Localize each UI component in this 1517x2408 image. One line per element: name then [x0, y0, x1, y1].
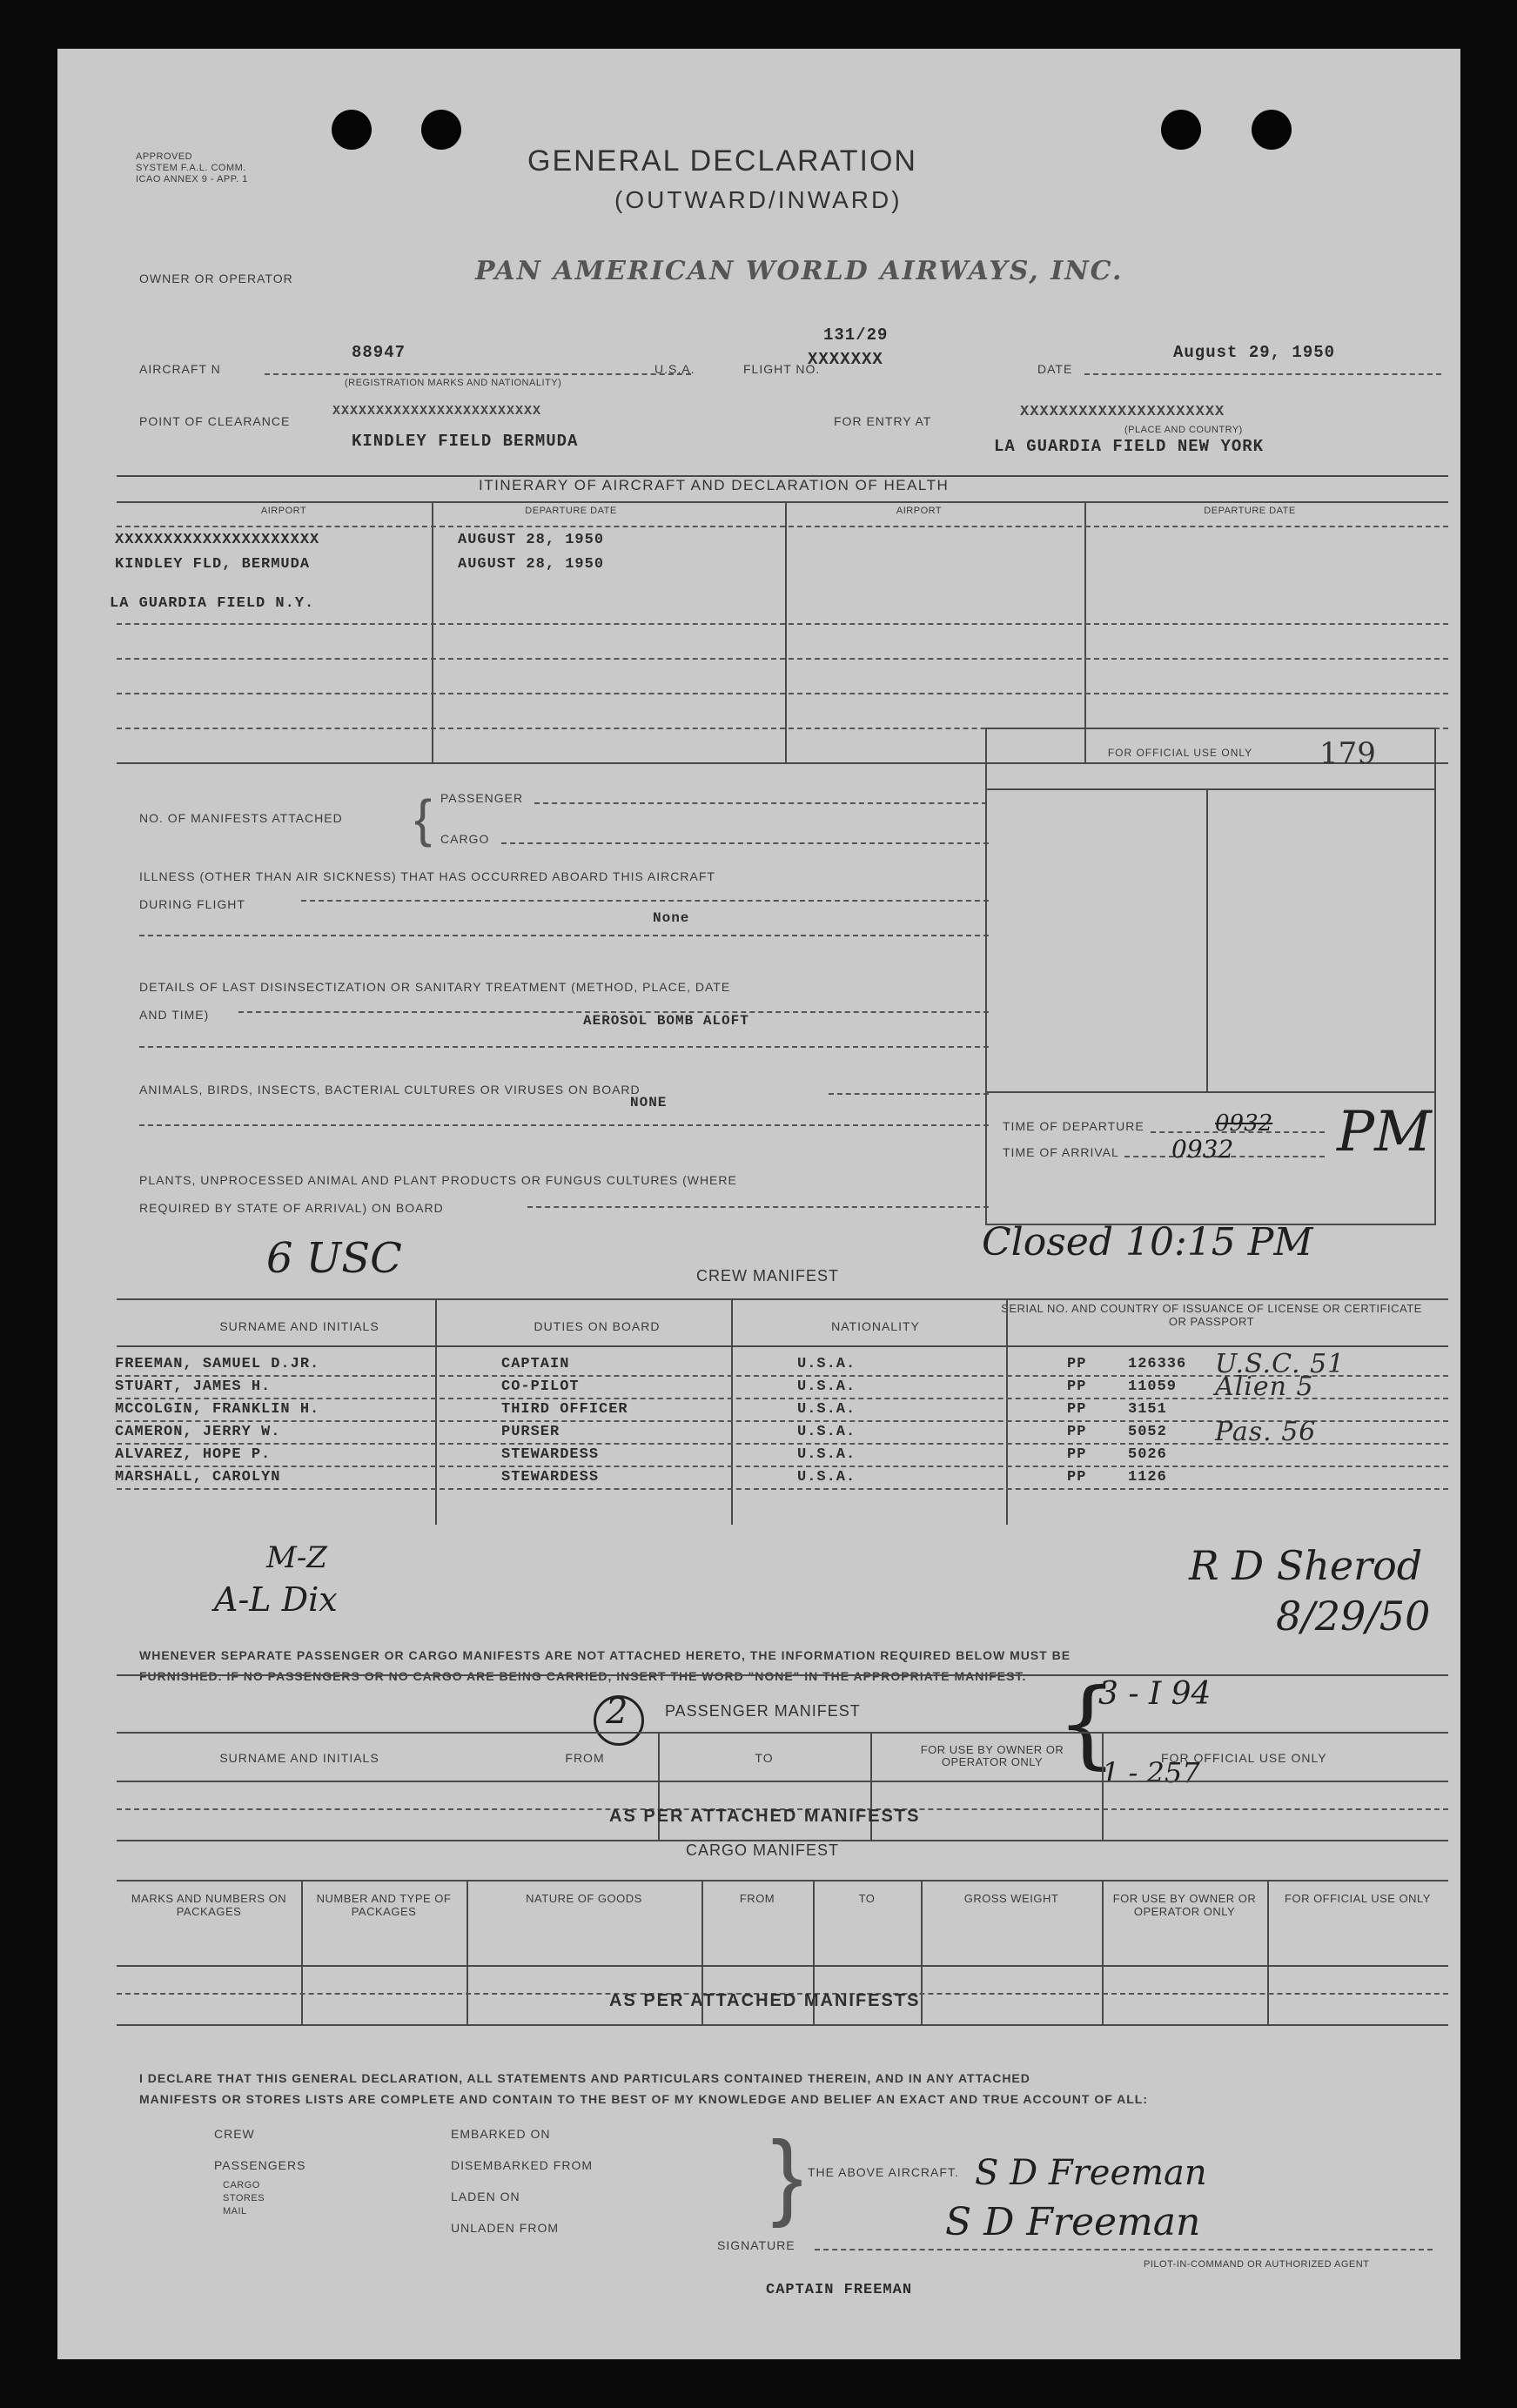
signature-label: SIGNATURE — [717, 2238, 795, 2252]
crew-cell: STEWARDESS — [501, 1446, 600, 1463]
signature-note: PILOT-IN-COMMAND OR AUTHORIZED AGENT — [1144, 2259, 1370, 2270]
crew-hand-note: A-L Dix — [214, 1580, 338, 1619]
crew-cell: CAMERON, JERRY W. — [115, 1424, 281, 1440]
passenger-col-official: FOR OFFICIAL USE ONLY — [1161, 1751, 1327, 1765]
crew-col-duties: DUTIES ON BOARD — [534, 1319, 661, 1333]
animals-value: NONE — [630, 1095, 668, 1110]
owner-label: OWNER OR OPERATOR — [139, 272, 293, 285]
crew-cell: U.S.A. — [797, 1401, 856, 1418]
cargo-col-header: MARKS AND NUMBERS ON PACKAGES — [131, 1892, 287, 1918]
declaration-text: I DECLARE THAT THIS GENERAL DECLARATION, ALL STATEMENTS AND PARTICULARS CONTAINED THEREIN, AND IN ANY ATTACHED MANIFESTS OR STORES LISTS ARE COMPLETE AND CONTAIN TO THE BEST OF MY KNOWLEDGE AND BELIEF AN EXACT AND TRUE ACCOUNT OF ALL: — [139, 2071, 1149, 2106]
crew-cell: PP — [1067, 1469, 1087, 1486]
flight-number: 131/29 — [823, 325, 889, 345]
passenger-count: 2 — [606, 1692, 628, 1732]
crew-cell: Pas. 56 — [1215, 1417, 1317, 1447]
itinerary-airport: XXXXXXXXXXXXXXXXXXXXX — [115, 532, 320, 548]
departure-value: 0932 — [1215, 1110, 1273, 1137]
crew-cell: 3151 — [1128, 1401, 1167, 1418]
entry-note: (PLACE AND COUNTRY) — [1124, 425, 1243, 435]
cargo-col-header: TO — [858, 1892, 876, 1905]
crew-cell: PP — [1067, 1424, 1087, 1440]
cargo-col-header: FOR OFFICIAL USE ONLY — [1285, 1892, 1431, 1905]
passenger-label: PASSENGER — [440, 791, 524, 805]
brace: } — [771, 2122, 803, 2229]
crew-cell: PP — [1067, 1356, 1087, 1372]
crew-cell: U.S.A. — [797, 1356, 856, 1372]
disinsect-value: AEROSOL BOMB ALOFT — [583, 1013, 749, 1029]
punch-hole — [421, 110, 461, 150]
crew-cell: PP — [1067, 1401, 1087, 1418]
aircraft-note: (REGISTRATION MARKS AND NATIONALITY) — [345, 378, 562, 388]
entry-label: FOR ENTRY AT — [834, 414, 932, 428]
itinerary-date: AUGUST 28, 1950 — [458, 556, 605, 573]
above-aircraft: THE ABOVE AIRCRAFT. — [808, 2165, 959, 2179]
crew-cell: FREEMAN, SAMUEL D.JR. — [115, 1356, 320, 1372]
crew-cell: 5052 — [1128, 1424, 1167, 1440]
clearance-value: KINDLEY FIELD BERMUDA — [352, 432, 579, 451]
closed-note: Closed 10:15 PM — [982, 1220, 1313, 1264]
form-subtitle: (OUTWARD/INWARD) — [614, 186, 903, 213]
crew-cell: PP — [1067, 1378, 1087, 1395]
itinerary-airport: LA GUARDIA FIELD N.Y. — [110, 595, 315, 612]
date-value: August 29, 1950 — [1173, 343, 1336, 362]
itinerary-col-airport-2: AIRPORT — [896, 506, 943, 516]
crew-col-nationality: NATIONALITY — [831, 1319, 920, 1333]
itinerary-date: AUGUST 28, 1950 — [458, 532, 605, 548]
cargo-attached: AS PER ATTACHED MANIFESTS — [609, 1991, 921, 2010]
crew-cell: MARSHALL, CAROLYN — [115, 1469, 281, 1486]
passenger-col-to: TO — [755, 1751, 774, 1765]
passenger-attached: AS PER ATTACHED MANIFESTS — [609, 1807, 921, 1826]
cargo-col-header: NATURE OF GOODS — [526, 1892, 642, 1905]
form-title: GENERAL DECLARATION — [527, 144, 917, 178]
cargo-col-header: FOR USE BY OWNER OR OPERATOR ONLY — [1112, 1892, 1257, 1918]
crew-cell: STUART, JAMES H. — [115, 1378, 272, 1395]
itinerary-col-airport: AIRPORT — [260, 506, 307, 516]
aircraft-label: AIRCRAFT N — [139, 362, 221, 376]
approval-note: APPROVED SYSTEM F.A.L. COMM. ICAO ANNEX 9 - APP. 1 — [136, 151, 248, 184]
crew-cell: 1126 — [1128, 1469, 1167, 1486]
disinsect-label: DETAILS OF LAST DISINSECTIZATION OR SANITARY TREATMENT (METHOD, PLACE, DATE AND TIME) — [139, 980, 731, 1022]
flight-label: FLIGHT NO. — [743, 362, 821, 376]
official-use-label: FOR OFFICIAL USE ONLY — [1107, 747, 1253, 759]
passenger-col-surname: SURNAME AND INITIALS — [219, 1751, 379, 1765]
crew-cell: CAPTAIN — [501, 1356, 570, 1372]
owner-name: PAN AMERICAN WORLD AIRWAYS, INC. — [475, 256, 1124, 286]
punch-hole — [1161, 110, 1201, 150]
notice-text: WHENEVER SEPARATE PASSENGER OR CARGO MANIFESTS ARE NOT ATTACHED HERETO, THE INFORMATION REQUIRED BELOW MUST BE FURNISHED. IF NO PASSENGERS OR NO CARGO ARE BEING CARRIED, INSERT THE WORD "NONE" IN THE APPROPRIATE MANIFEST. — [139, 1648, 1071, 1683]
captain-signature: S D Freeman — [975, 2153, 1207, 2193]
crew-cell: U.S.A. — [797, 1378, 856, 1395]
clearance-struck: XXXXXXXXXXXXXXXXXXXXXXXX — [332, 404, 542, 419]
arrival-label: TIME OF ARRIVAL — [1003, 1145, 1119, 1159]
cargo-col-header: NUMBER AND TYPE OF PACKAGES — [316, 1892, 452, 1918]
crew-cell: THIRD OFFICER — [501, 1401, 628, 1418]
crew-cell: U.S.A. — [797, 1424, 856, 1440]
crew-cell: 5026 — [1128, 1446, 1167, 1463]
cargo-col-header: FROM — [739, 1892, 775, 1905]
crew-cell: PP — [1067, 1446, 1087, 1463]
usa-label: U.S.A. — [654, 362, 695, 376]
illness-value: None — [653, 910, 690, 926]
entry-value: LA GUARDIA FIELD NEW YORK — [994, 437, 1265, 456]
clearance-label: POINT OF CLEARANCE — [139, 414, 291, 428]
punch-hole — [1252, 110, 1292, 150]
pm-note: PM — [1337, 1100, 1432, 1164]
crew-col-serial: SERIAL NO. AND COUNTRY OF ISSUANCE OF LICENSE OR CERTIFICATE OR PASSPORT — [1001, 1302, 1422, 1328]
itinerary-col-date-2: DEPARTURE DATE — [1204, 506, 1296, 516]
cargo-label: CARGO — [440, 832, 490, 846]
crew-cell: 126336 — [1128, 1356, 1187, 1372]
crew-cell: U.S.A. — [797, 1446, 856, 1463]
cargo-heading: CARGO MANIFEST — [686, 1841, 840, 1859]
captain-signature: S D Freeman — [945, 2200, 1201, 2244]
itinerary-heading: ITINERARY OF AIRCRAFT AND DECLARATION OF HEALTH — [479, 477, 950, 493]
arrival-value: 0932 — [1171, 1135, 1234, 1164]
punch-hole — [332, 110, 372, 150]
inspector-date: 8/29/50 — [1276, 1593, 1431, 1640]
crew-col-surname: SURNAME AND INITIALS — [219, 1319, 379, 1333]
official-number: 179 — [1319, 736, 1376, 771]
illness-label: ILLNESS (OTHER THAN AIR SICKNESS) THAT HAS OCCURRED ABOARD THIS AIRCRAFT DURING FLIGHT — [139, 869, 715, 911]
crew-hand-note: M-Z — [266, 1540, 327, 1575]
passenger-hand-note: 3 - I 94 — [1098, 1676, 1212, 1712]
aircraft-number: 88947 — [352, 343, 406, 362]
entry-struck: XXXXXXXXXXXXXXXXXXXXX — [1020, 404, 1225, 420]
crew-cell: MCCOLGIN, FRANKLIN H. — [115, 1401, 320, 1418]
passenger-hand-note: 1 - 257 — [1102, 1756, 1200, 1789]
crew-cell: 11059 — [1128, 1378, 1178, 1395]
passenger-col-owner: FOR USE BY OWNER OR OPERATOR ONLY — [920, 1743, 1064, 1768]
inspector-signature: R D Sherod — [1189, 1542, 1423, 1589]
declaration-categories-2: CARGO STORES MAIL — [223, 2180, 265, 2217]
declaration-actions: EMBARKED ON DISEMBARKED FROM LADEN ON UNLADEN FROM — [451, 2127, 594, 2235]
plants-label: PLANTS, UNPROCESSED ANIMAL AND PLANT PRODUCTS OR FUNGUS CULTURES (WHERE REQUIRED BY STATE OF ARRIVAL) ON BOARD — [139, 1173, 737, 1215]
crew-cell: STEWARDESS — [501, 1469, 600, 1486]
flight-struck: XXXXXXX — [808, 350, 883, 369]
crew-cell: U.S.C. 51 — [1215, 1349, 1346, 1379]
manifests-label: NO. OF MANIFESTS ATTACHED — [139, 811, 343, 825]
itinerary-airport: KINDLEY FLD, BERMUDA — [115, 556, 311, 573]
date-label: DATE — [1037, 362, 1073, 376]
hand-brace: { — [1057, 1667, 1118, 1779]
typed-name: CAPTAIN FREEMAN — [766, 2282, 913, 2298]
crew-cell: PURSER — [501, 1424, 560, 1440]
passenger-col-from: FROM — [565, 1751, 605, 1765]
declaration-form — [57, 49, 1460, 2359]
animals-label: ANIMALS, BIRDS, INSECTS, BACTERIAL CULTURES OR VIRUSES ON BOARD — [139, 1083, 641, 1097]
declaration-categories: CREW PASSENGERS — [214, 2127, 306, 2172]
crew-cell: U.S.A. — [797, 1469, 856, 1486]
brace: { — [414, 789, 433, 848]
crew-cell: ALVAREZ, HOPE P. — [115, 1446, 272, 1463]
crew-heading: CREW MANIFEST — [696, 1267, 839, 1284]
crew-note: 6 USC — [266, 1234, 402, 1283]
crew-cell: Alien 5 — [1215, 1372, 1314, 1402]
departure-label: TIME OF DEPARTURE — [1003, 1119, 1144, 1133]
passenger-heading: PASSENGER MANIFEST — [665, 1702, 861, 1720]
itinerary-col-date: DEPARTURE DATE — [525, 506, 617, 516]
cargo-col-header: GROSS WEIGHT — [963, 1892, 1059, 1905]
crew-cell: CO-PILOT — [501, 1378, 580, 1395]
